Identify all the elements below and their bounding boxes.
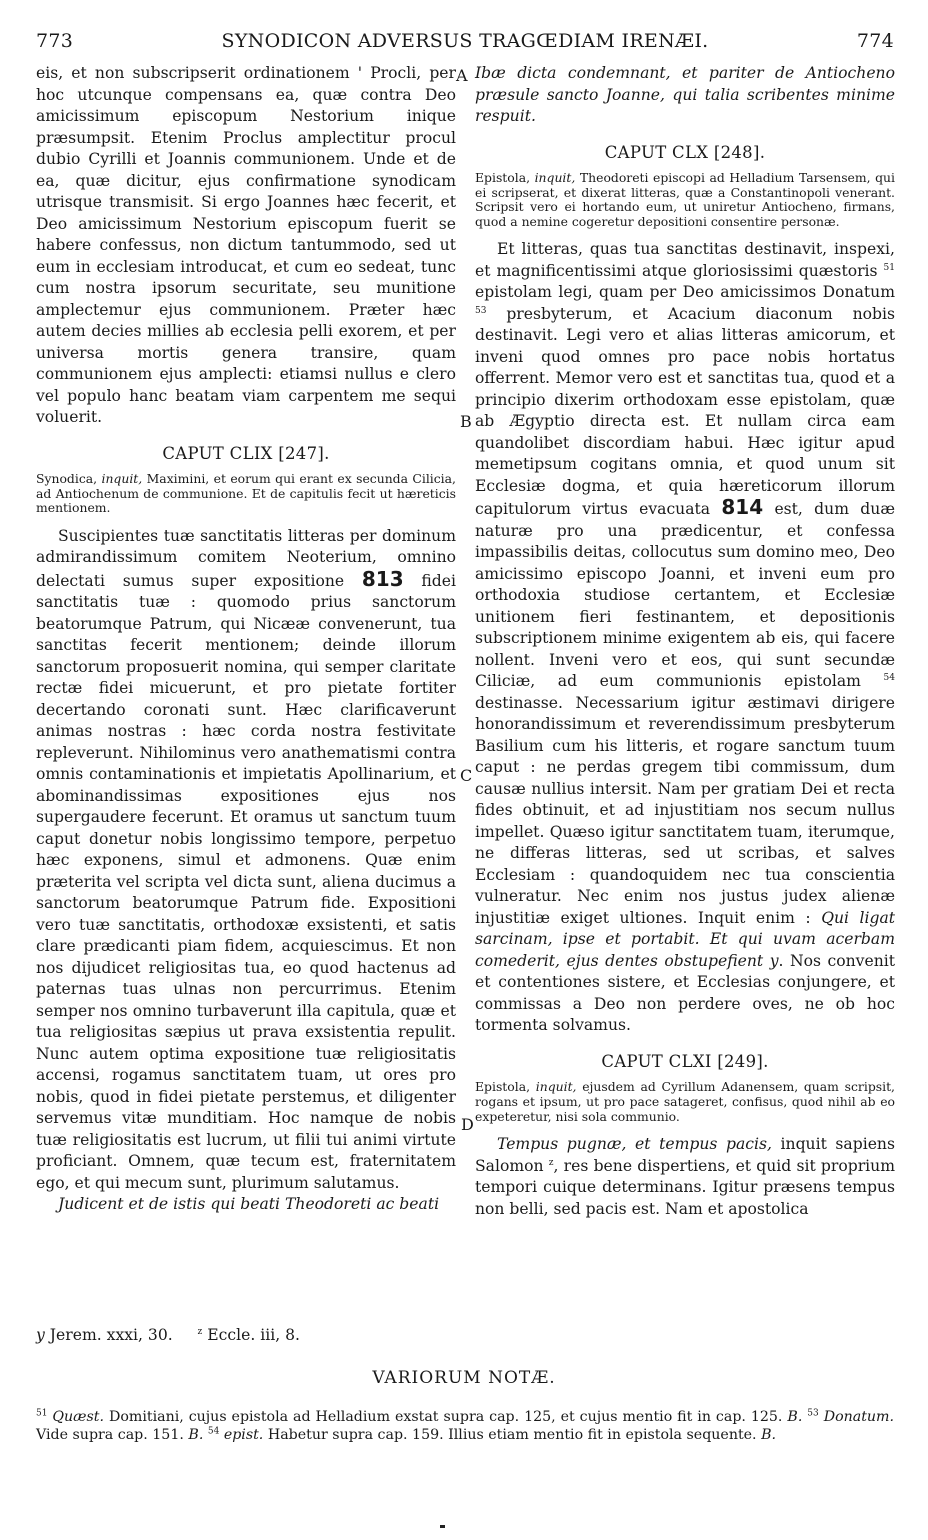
text: presbyterum, et Acacium diaconum nobis destinavit. Legi vero et alias litteras amicorum, et inveni quod omnes pro pace nobis hortatus offerrent. Memor vero est et sanctitas tua, quod et a principio dixerim orthodoxam esse epistolam, quæ ab Ægyptio directa est. Et nullam circa eam quandolibet discordiam habui. Hæc igitur apud memetipsum cogitans omnia, et quod unum sit Ecclesiæ dogma, et quia hæreticorum illorum capitulorum virtus evacuata [475,304,895,519]
note-sign-53: B. [188,1427,204,1443]
note-lemma-54: epist. [223,1427,264,1443]
left-paragraph-1: eis, et non subscripserit ordinationem ' Procli, per hoc utcunque compensans ea, quæ contra Deo amicissimum episcopum Nestorium inique præsumpsit. Etenim Proclus amplectitur procul dubio Cyrilli et Joannis communionem. Unde et de ea, quæ dicitur, ejus confirmatione synodicam utrisque transmisit. Si ergo Joannes hæc fecerit, et Deo amicissimum Nestorium episcopum fuerit se habere confessus, non dictum tantummodo, sed ut eum in ecclesiam introducat, et cum eo sedeat, tunc cum nostra ipsorum securitate, seu munitione amplectemur ejus communionem. Præter hæc autem decies millies ab ecclesia pelli exorem, et per universa mortis genera transire, quam communionem ejus amplecti: etiamsi nullus e clero vel populo hanc beatam viam carpentem me sequi voluerit. [36,64,456,426]
footnote-ref-53[interactable]: 53 [475,305,487,316]
footref-z[interactable]: z [548,1157,554,1168]
text: Et litteras, quas tua sanctitas destinavit, inspexi, et magnificentissimi atque gloriosissimi quæstoris [475,240,895,280]
paragraph-2-rest: fidei sanctitatis tuæ : quomodo prius sanctorum beatorumque Patrum, qui Nicææ convenerunt, tua sanctitas fecerit mentionem; deinde illorum sanctorum proposuerit nomina, qui semper claritate rectæ fidei micuerunt, et pro pietate fortiter decertando coronati sunt. Hæc clarificaverunt animas nostras : hæc corda nostra festivitate repleverunt. Nihilominus vero anathematismi contra omnis contaminationis et impietatis Apollinarium, et abominandissimas expositiones ejus nos supergaudere fecerunt. Et oramus ut sanctum tuum caput donetur nobis longissimo tempore, perpetuo hæc exponens, simul et admonens. Quæ enim præterita vel scripta vel dicta sunt, aliena ducimus a sanctorum beatorumque Patrum fide. Expositioni vero tuæ sanctitatis, orthodoxæ exsistenti, et satis clare prædicanti piam fidem, acquiescimus. Et non nos dijudicet religiositas tua, eo quod hactenus ad paternas tuas ulnas non percurrimus. Etenim semper nos omnino turbaverunt illa capitula, quæ et tua religiositas sæpius ut prava exsistentia repulit. Nunc autem optima expositione tuæ religiositatis accensi, rogamus sanctitatem tuam, ut ores pro nobis, quod in fidei pietate perstemus, et diligenter servemus vitæ munditiam. Hoc namque de nobis tuæ religiositatis est lucrum, ut filii tui animi virtute proficiant. Omnem, quæ tecum est, fraternitatem ego, et qui mecum sunt, plurimum salutamus. [36,571,457,1192]
footnote-ref-51[interactable]: 51 [883,262,895,273]
note-sign-51: B. [787,1409,803,1425]
footnote-z-text: Eccle. iii, 8. [207,1326,300,1344]
left-paragraph-2 [36,526,456,1195]
margin-letter-a: A [456,66,468,85]
footnote-mark-y: y [36,1326,45,1344]
summary-text: Maximini, et eorum qui erant ex secunda Cilicia, ad Antiochenum de communione. Et de capitulis fecit ut hæreticis mentionem. [36,471,456,516]
margin-letter-c: C [460,766,473,785]
scripture-footnotes [36,1326,894,1344]
page-bottom-mark [440,1525,445,1528]
right-paragraph-2 [475,239,895,1037]
summary-text: Theodoreti episcopi ad Helladium Tarsensem, qui ei scripserat, et dixerat litteras, quæ a Constantinopoli venerant. Scripsit vero ei hortando eum, ut uniretur Antiocheno, firmans, quod a nemine cogeretur depositioni consentire personæ. [475,170,895,229]
running-header [36,30,894,56]
note-text-53: Vide supra cap. 151. [36,1427,184,1443]
variorum-notes-title: VARIORUM NOTÆ. [372,1368,556,1388]
caput-159-summary [36,472,456,516]
left-column [36,63,456,1216]
text: est, dum duæ naturæ pro una prædicentur, et confessa impassibilis deitas, collocutus sum domino meo, Deo amicissimo episcopo Joanni, et inveni eum pro orthodoxia studiose certantem, et Ecclesiæ unitionem fieri festinantem, et depositionis subscriptionem minime exigentem ab eis, qui facere nollent. Inveni vero et eos, qui sunt secundæ Ciliciæ, ad eum communionis epistolam [475,500,895,691]
right-paragraph-1: Ibæ dicta condemnant, et pariter de Antiocheno præsule sancto Joanne, qui talia scribentes minime respuit. [475,64,895,125]
margin-letter-b: B [460,412,472,431]
footnote-y-text: Jerem. xxxi, 30. [49,1326,173,1344]
summary-lead: Epistola, [475,1079,531,1095]
column-number-814: 814 [721,495,764,520]
note-text-54: Habetur supra cap. 159. Illius etiam mentio fit in epistola sequente. [267,1427,757,1443]
page-number-left: 773 [36,30,74,52]
page-number-right: 774 [856,30,894,52]
note-text-51: Domitiani, cujus epistola ad Helladium exstat supra cap. 125, et cujus mentio fit in cap. 125. [108,1409,783,1425]
note-number-53: 53 [807,1408,819,1419]
scripture-quote: Qui ligat sarcinam, ipse et portabit. Et qui uvam acerbam comederit, ejus dentes obstupefient [475,908,896,970]
caput-161-heading: CAPUT CLXI [249]. [601,1051,769,1071]
caput-161-summary [475,1080,895,1124]
note-number-54: 54 [207,1426,220,1437]
right-column [475,63,895,1220]
paragraph-2-start: Suscipientes tuæ sanctitatis litteras per dominum admirandissimum comitem Neoterium, omnino delectati sumus super expositione [36,526,456,590]
summary-text: ejusdem ad Cyrillum Adanensem, quam scripsit, rogans et ipsum, ut pro pace satageret, confisus, quod nihil ab eo expeteretur, nisi sola communio. [475,1079,895,1124]
text: destinasse. Necessarium igitur æstimavi dirigere honorandissimum et reverendissimum presbyterum Basilium cum his litteris, et rogare sanctum tuum caput : ne perdas gregem tibi commissum, dum causæ nullius intersit. Nam per gratiam Dei et recta fides obtinuit, et ad injustitiam nos secum nullus impellet. Quæso igitur sanctitatem tuam, iterumque, ne differas litteras, sed ut scribas, et salves Ecclesiam : quandoquidem nec tua conscientia vulneratur. Nec enim nos justus judex alienæ injustitiæ exiget ultiones. Inquit enim : [475,693,895,927]
margin-letter-d: D [461,1115,474,1134]
note-lemma-51: Quæst. [52,1409,105,1425]
caput-159-heading: CAPUT CLIX [247]. [162,443,330,463]
running-title: SYNODICON ADVERSUS TRAGŒDIAM IRENÆI. [221,30,709,52]
footnote-ref-54[interactable]: 54 [883,673,895,684]
footnote-mark-z: z [197,1326,203,1337]
right-paragraph-3 [475,1134,895,1220]
text: . Nos convenit et contentiones sistere, et Ecclesias conjungere, et commissas a Deo non perdere oves, ne ob hoc tormenta solvamus. [475,951,895,1035]
text: inquit sapiens Salomon [475,1135,895,1175]
note-number-51: 51 [36,1408,48,1419]
summary-lead: Epistola, [475,170,531,185]
text: epistolam legi, quam per Deo amicissimos Donatum [475,283,895,302]
scripture-quote: Tempus pugnæ, et tempus pacis, [497,1135,772,1154]
caput-160-summary [475,171,895,229]
caput-160-heading: CAPUT CLX [248]. [604,142,766,162]
summary-inquit: inquit, [535,1079,577,1095]
text: , res bene dispertiens, et quid sit proprium tempori cuique determinans. Igitur præsens tempus non belli, sed pacis est. Nam et apostolica [475,1156,895,1218]
footref-y[interactable]: y [769,951,779,970]
summary-lead: Synodica, [36,471,98,486]
note-lemma-53: Donatum. [823,1409,895,1425]
summary-inquit: inquit, [101,471,143,486]
variorum-notes [36,1408,894,1444]
summary-inquit: inquit, [534,170,576,185]
note-sign-54: B. [761,1427,777,1443]
left-paragraph-3: Judicent et de istis qui beati Theodoreti ac beati [58,1195,440,1214]
column-number-813: 813 [361,566,404,591]
